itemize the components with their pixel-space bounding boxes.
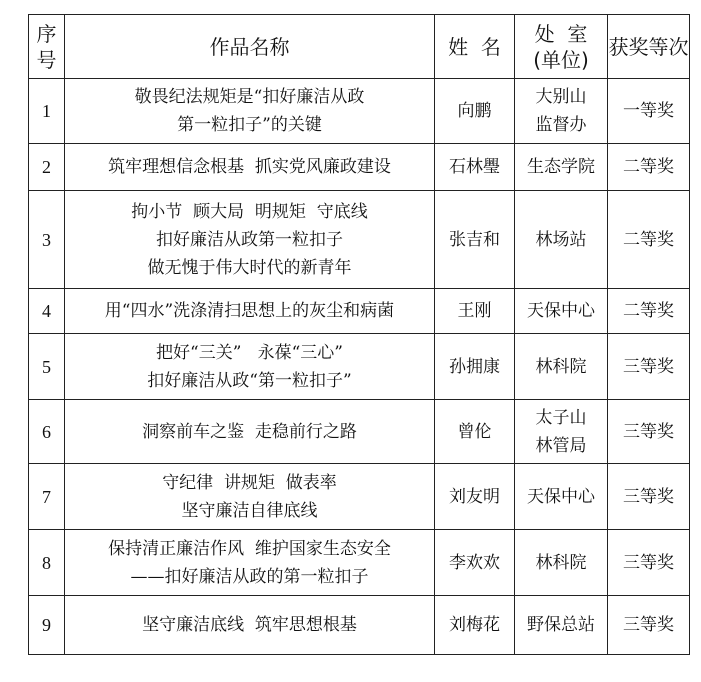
cell-seq: 8 (29, 530, 65, 596)
unit-line: 监督办 (535, 115, 587, 135)
cell-unit (515, 530, 608, 596)
header-award: 获奖等次 (608, 15, 690, 79)
table-row (29, 79, 690, 144)
title-line: 用“四水”洗涤清扫思想上的灰尘和病菌 (104, 301, 395, 321)
cell-seq: 1 (29, 79, 65, 144)
unit-line: 野保总站 (527, 615, 595, 635)
header-seq-line: 序 (36, 21, 57, 46)
header-seq-line: 号 (36, 47, 57, 72)
cell-seq: 5 (29, 334, 65, 400)
cell-unit (515, 334, 608, 400)
header-unit (515, 15, 608, 79)
cell-name: 孙拥康 (435, 334, 515, 400)
cell-award: 二等奖 (608, 191, 690, 289)
title-line: 扣好廉洁从政“第一粒扣子” (147, 370, 352, 391)
header-row (29, 15, 690, 79)
cell-name: 王刚 (435, 289, 515, 334)
header-name: 姓 名 (435, 15, 515, 79)
table-row (29, 530, 690, 596)
cell-title (65, 289, 435, 334)
cell-title (65, 464, 435, 530)
cell-award: 三等奖 (608, 596, 690, 655)
cell-name: 张吉和 (435, 191, 515, 289)
unit-line: 太子山 (535, 407, 587, 428)
cell-award: 一等奖 (608, 79, 690, 144)
header-seq (29, 15, 65, 79)
title-line: 把好“三关” 永葆“三心” (156, 342, 343, 363)
table-row (29, 191, 690, 289)
unit-line: 生态学院 (527, 157, 595, 177)
cell-unit (515, 400, 608, 464)
table-row (29, 400, 690, 464)
table-row (29, 144, 690, 191)
cell-award: 三等奖 (608, 334, 690, 400)
cell-name: 曾伦 (435, 400, 515, 464)
table-header (29, 15, 690, 79)
cell-award: 三等奖 (608, 464, 690, 530)
cell-title (65, 144, 435, 191)
cell-seq: 6 (29, 400, 65, 464)
cell-award: 二等奖 (608, 144, 690, 191)
cell-name: 李欢欢 (435, 530, 515, 596)
title-line: 做无愧于伟大时代的新青年 (147, 257, 352, 278)
cell-name: 向鹏 (435, 79, 515, 144)
header-unit-line: 处 室 (534, 21, 588, 46)
cell-award: 三等奖 (608, 400, 690, 464)
header-title: 作品名称 (65, 15, 435, 79)
cell-unit (515, 464, 608, 530)
title-line: 坚守廉洁自律底线 (181, 500, 318, 521)
title-line: 拘小节 顾大局 明规矩 守底线 (131, 201, 368, 222)
cell-award: 三等奖 (608, 530, 690, 596)
cell-unit (515, 79, 608, 144)
table-row (29, 289, 690, 334)
cell-unit (515, 596, 608, 655)
cell-seq: 9 (29, 596, 65, 655)
cell-title (65, 596, 435, 655)
title-line: 敬畏纪法规矩是“扣好廉洁从政 (134, 87, 365, 107)
cell-seq: 7 (29, 464, 65, 530)
title-line: 洞察前车之鉴 走稳前行之路 (142, 421, 357, 442)
cell-name: 刘友明 (435, 464, 515, 530)
cell-title (65, 191, 435, 289)
title-line: 坚守廉洁底线 筑牢思想根基 (142, 615, 357, 635)
cell-unit (515, 191, 608, 289)
title-line: 筑牢理想信念根基 抓实党风廉政建设 (108, 157, 391, 177)
table-body (29, 79, 690, 655)
cell-seq: 3 (29, 191, 65, 289)
table-row (29, 334, 690, 400)
title-line: 第一粒扣子”的关键 (177, 115, 322, 135)
cell-title (65, 334, 435, 400)
cell-seq: 4 (29, 289, 65, 334)
cell-name: 刘梅花 (435, 596, 515, 655)
title-line: 保持清正廉洁作风 维护国家生态安全 (108, 538, 391, 559)
table-row (29, 596, 690, 655)
unit-line: 林管局 (535, 435, 587, 456)
table-row (29, 464, 690, 530)
cell-unit (515, 289, 608, 334)
cell-title (65, 79, 435, 144)
award-table (28, 14, 690, 655)
unit-line: 林科院 (535, 552, 587, 573)
unit-line: 天保中心 (527, 301, 595, 321)
unit-line: 林场站 (535, 229, 587, 250)
cell-unit (515, 144, 608, 191)
cell-title (65, 530, 435, 596)
title-line: 守纪律 讲规矩 做表率 (162, 472, 337, 493)
unit-line: 大别山 (535, 87, 587, 107)
title-line: 扣好廉洁从政第一粒扣子 (156, 229, 343, 250)
cell-name: 石林璺 (435, 144, 515, 191)
cell-title (65, 400, 435, 464)
cell-seq: 2 (29, 144, 65, 191)
cell-award: 二等奖 (608, 289, 690, 334)
unit-line: 林科院 (535, 356, 587, 377)
unit-line: 天保中心 (527, 486, 595, 507)
header-unit-line: (单位) (533, 47, 589, 72)
title-line: ——扣好廉洁从政的第一粒扣子 (130, 566, 369, 587)
